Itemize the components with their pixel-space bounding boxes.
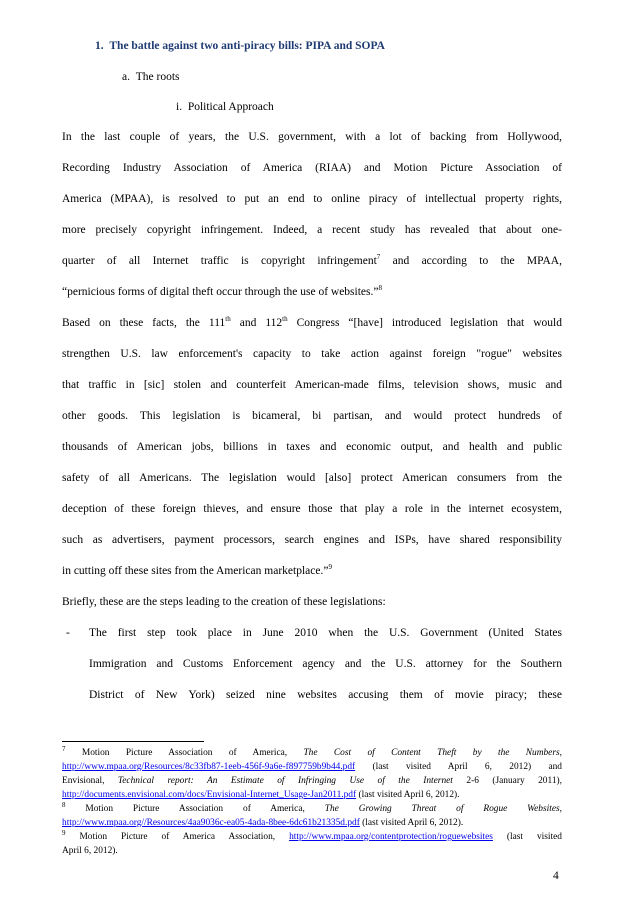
bullet-line: District of New York) seized nine websites accusing them of movie piracy; these: [89, 689, 562, 701]
fn-text: Motion Picture of America Association,: [65, 832, 290, 842]
footnote-number: 8: [62, 800, 66, 809]
paragraph-line: Recording Industry Association of America (RIAA) and Motion Picture Association of: [62, 162, 562, 174]
fn-text: (last visited: [492, 832, 562, 842]
fn-link[interactable]: http://www.mpaa.org//Resources/4aa9036c-ea05-4ada-8bee-6dc61b21335d.pdf: [62, 818, 360, 828]
fn-text: (last visited April 6, 2012) and: [355, 762, 562, 772]
fn-link[interactable]: http://documents.envisional.com/docs/Envisional-Internet_Usage-Jan2011.pdf: [62, 790, 357, 800]
paragraph-line: more precisely copyright infringement. Indeed, a recent study has revealed that about one-: [62, 224, 562, 236]
fn-text: 2-6 (January 2011),: [452, 776, 562, 786]
paragraph-line: America (MPAA), is resolved to put an end to online piracy of intellectual property rights,: [62, 193, 562, 205]
fn-title: The Growing Threat of Rogue Websites: [324, 804, 560, 814]
paragraph-line: thousands of American jobs, billions in taxes and economic output, and health and public: [62, 441, 562, 453]
footnote-8-line: [62, 818, 562, 828]
page-number: 4: [553, 870, 559, 882]
fn-text: Envisional,: [62, 776, 118, 786]
footnote-9: [62, 828, 562, 842]
section-title: The battle against two anti-piracy bills: PIPA and SOPA: [109, 40, 385, 52]
line-text: quarter of all Internet traffic is copyright infringement: [62, 255, 377, 267]
footnote-ref-9[interactable]: 9: [328, 563, 332, 572]
paragraph-line: [62, 255, 562, 267]
fn-title: The Cost of Content Theft by the Numbers: [303, 748, 560, 758]
fn-text: (last visited April 6, 2012).: [359, 818, 464, 828]
footnote-7-line: [62, 776, 562, 786]
paragraph-line: other goods. This legislation is bicameral, bi partisan, and would protect hundreds of: [62, 410, 562, 422]
line-text: and according to the MPAA,: [380, 255, 562, 267]
fn-text: ,: [559, 804, 562, 814]
paragraph-line: that traffic in [sic] stolen and counterfeit American-made films, television shows, music and: [62, 379, 562, 391]
bullet-line: Immigration and Customs Enforcement agency and the U.S. attorney for the Southern: [89, 658, 562, 670]
fn-text: ,: [559, 748, 562, 758]
footnote-ref-8[interactable]: 8: [378, 284, 382, 293]
section-number: 1.: [95, 40, 104, 52]
subheading-roots: a. The roots: [122, 71, 180, 83]
line-text: Based on these facts, the 111: [62, 317, 226, 329]
fn-text: Motion Picture Association of America,: [65, 748, 304, 758]
ordinal-suffix: th: [225, 315, 231, 324]
footnote-7-line: [62, 762, 562, 772]
ordinal-suffix: th: [282, 315, 288, 324]
fn-title: Technical report: An Estimate of Infringing Use of the Internet: [117, 776, 453, 786]
line-text: Congress “[have] introduced legislation that would: [287, 317, 562, 329]
paragraph-line: safety of all Americans. The legislation would [also] protect American consumers from the: [62, 472, 562, 484]
footnote-8: [62, 800, 562, 814]
paragraph-line: [62, 317, 562, 329]
paragraph-line: [62, 286, 562, 298]
line-text: in cutting off these sites from the American marketplace.”: [62, 565, 329, 577]
footnote-number: 9: [62, 828, 66, 837]
line-text: and 112: [230, 317, 283, 329]
footnote-ref-7[interactable]: 7: [376, 253, 381, 262]
subheading-political-approach: i. Political Approach: [176, 101, 274, 113]
footnote-7-line: [62, 790, 562, 800]
bullet-line: The first step took place in June 2010 when the U.S. Government (United States: [89, 627, 562, 639]
fn-text: Motion Picture Association of America,: [65, 804, 325, 814]
line-text: “pernicious forms of digital theft occur through the use of websites.”: [62, 286, 379, 298]
paragraph-line: Briefly, these are the steps leading to the creation of these legislations:: [62, 596, 386, 608]
paragraph-line: deception of these foreign thieves, and ensure those that play a role in the internet ecosystem,: [62, 503, 562, 515]
paragraph-line: [62, 565, 562, 577]
footnote-9-line: April 6, 2012).: [62, 846, 118, 856]
fn-link[interactable]: http://www.mpaa.org/contentprotection/roguewebsites: [289, 832, 493, 842]
bullet-dash: -: [66, 627, 70, 639]
paragraph-line: In the last couple of years, the U.S. government, with a lot of backing from Hollywood,: [62, 131, 562, 143]
fn-text: (last visited April 6, 2012).: [356, 790, 460, 800]
paragraph-line: such as advertisers, payment processors, search engines and ISPs, have shared responsibility: [62, 534, 562, 546]
footnote-number: 7: [62, 744, 66, 753]
paragraph-line: strengthen U.S. law enforcement's capacity to take action against foreign "rogue" websites: [62, 348, 562, 360]
footnote-separator: [62, 741, 204, 742]
fn-link[interactable]: http://www.mpaa.org/Resources/8c33fb87-1eeb-456f-9a6e-f897759b9b44.pdf: [62, 762, 356, 772]
footnote-7: [62, 744, 562, 758]
section-heading: [95, 40, 385, 52]
